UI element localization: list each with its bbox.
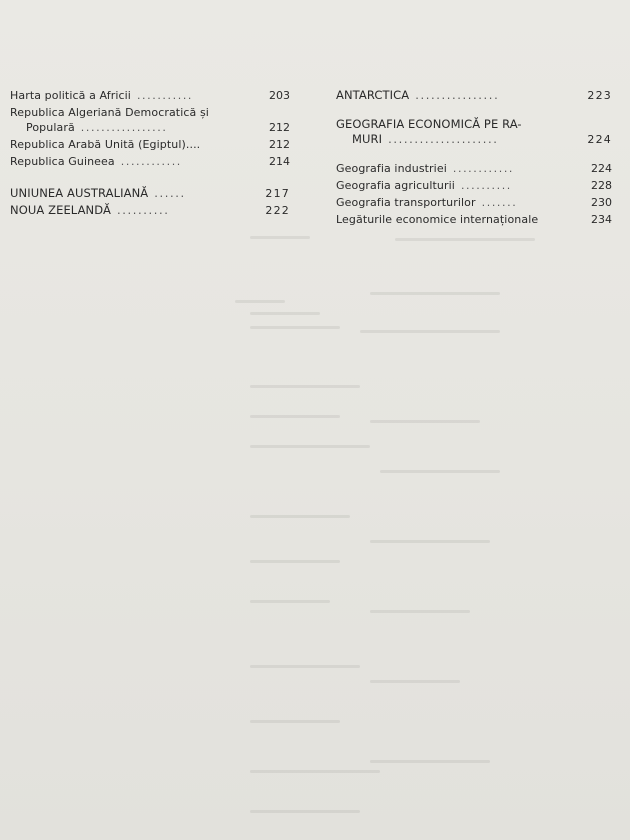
bleed-through-line <box>250 312 320 315</box>
bleed-through-line <box>380 470 500 473</box>
toc-leader-dots: ............ <box>120 155 182 168</box>
toc-entry-label: GEOGRAFIA ECONOMICĂ PE RA- <box>336 117 522 131</box>
bleed-through-line <box>395 238 535 241</box>
toc-page-number: 212 <box>269 121 290 134</box>
bleed-through-line <box>250 560 340 563</box>
bleed-through-line <box>360 330 500 333</box>
toc-entry-label: Geografia industriei <box>336 162 447 175</box>
toc-section-entry <box>10 203 290 218</box>
toc-entry-label: ANTARCTICA <box>336 88 410 102</box>
toc-entry-label: Geografia agriculturii <box>336 179 455 192</box>
bleed-through-line <box>250 326 340 329</box>
bleed-through-line <box>370 760 490 763</box>
toc-entry-label: NOUA ZEELANDĂ <box>10 203 111 217</box>
bleed-through-line <box>370 292 500 295</box>
bleed-through-line <box>250 385 360 388</box>
toc-entry <box>10 120 290 135</box>
toc-entry-label: Republica Algeriană Democratică și <box>10 106 209 119</box>
toc-section-entry <box>336 88 612 103</box>
bleed-through-line <box>370 610 470 613</box>
bleed-through-line <box>370 540 490 543</box>
toc-entry-label: Harta politică a Africii <box>10 89 131 102</box>
bleed-through-line <box>250 770 380 773</box>
toc-entry <box>336 178 612 193</box>
toc-page-number: 228 <box>591 179 612 192</box>
toc-entry <box>336 195 612 210</box>
toc-page-number: 230 <box>591 196 612 209</box>
toc-section-entry <box>336 117 612 132</box>
bleed-through-line <box>250 415 340 418</box>
toc-page-number: 224 <box>587 133 612 146</box>
toc-entry-label: UNIUNEA AUSTRALIANĂ <box>10 186 149 200</box>
toc-page-number: 203 <box>269 89 290 102</box>
bleed-through-line <box>250 236 310 239</box>
toc-page-number: 224 <box>591 162 612 175</box>
toc-entry <box>10 105 290 120</box>
toc-section-entry <box>10 186 290 201</box>
bleed-through-line <box>250 810 360 813</box>
toc-entry <box>336 212 612 227</box>
toc-entry-label: Legăturile economice internaționale <box>336 213 539 226</box>
bleed-through-line <box>235 300 285 303</box>
toc-leader-dots: ...... <box>154 186 186 200</box>
toc-leader-dots: ........... <box>136 89 194 102</box>
bleed-through-line <box>250 445 370 448</box>
toc-left-column <box>10 88 290 218</box>
toc-entry-label: Populară <box>26 121 75 134</box>
bleed-through-line <box>250 665 360 668</box>
toc-entry-label: MURI <box>352 132 383 146</box>
toc-leader-dots: .......... <box>116 203 170 217</box>
toc-entry-label: Geografia transporturilor <box>336 196 476 209</box>
toc-right-column <box>336 88 612 227</box>
toc-leader-dots: ................. <box>80 121 168 134</box>
toc-entry <box>10 137 290 152</box>
toc-leader-dots: ....... <box>481 196 518 209</box>
toc-entry <box>10 88 290 103</box>
bleed-through-line <box>250 515 350 518</box>
toc-page-number: 223 <box>587 89 612 102</box>
toc-leader-dots: ............ <box>452 162 515 175</box>
toc-section-entry <box>336 132 612 147</box>
toc-page-number: 217 <box>265 187 290 200</box>
bleed-through-line <box>250 600 330 603</box>
bleed-through-line <box>370 420 480 423</box>
toc-entry <box>336 161 612 176</box>
toc-leader-dots: .......... <box>460 179 512 192</box>
toc-page-number: 222 <box>265 204 290 217</box>
bleed-through-line <box>370 680 460 683</box>
toc-leader-dots: ..................... <box>388 132 499 146</box>
toc-page-number: 214 <box>269 155 290 168</box>
toc-page-number: 212 <box>269 138 290 151</box>
toc-page-number: 234 <box>591 213 612 226</box>
toc-leader-dots: ................ <box>415 88 500 102</box>
toc-entry <box>10 154 290 169</box>
toc-entry-label: Republica Guineea <box>10 155 115 168</box>
toc-entry-label: Republica Arabă Unită (Egiptul).... <box>10 138 201 151</box>
bleed-through-line <box>250 720 340 723</box>
